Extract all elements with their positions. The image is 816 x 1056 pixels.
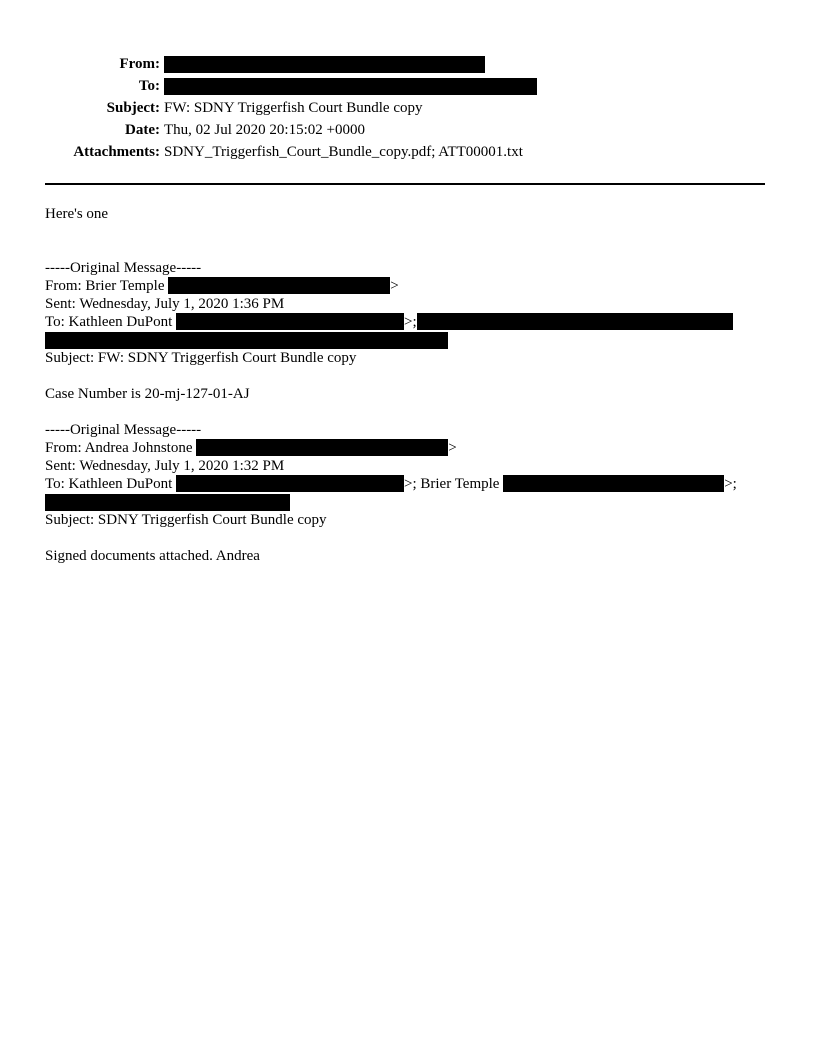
closing-line: Signed documents attached. Andrea bbox=[45, 548, 260, 564]
msg1-sent-line: Sent: Wednesday, July 1, 2020 1:36 PM bbox=[45, 296, 285, 312]
msg2-from-name: From: Andrea Johnstone bbox=[45, 440, 193, 456]
date-row bbox=[0, 119, 816, 141]
to-value bbox=[164, 75, 537, 97]
msg2-to-line bbox=[45, 475, 775, 493]
msg2-to-continuation bbox=[45, 493, 775, 511]
msg2-sent-line: Sent: Wednesday, July 1, 2020 1:32 PM bbox=[45, 458, 285, 474]
subject-row bbox=[0, 97, 816, 119]
redaction-block bbox=[164, 78, 537, 95]
from-row bbox=[0, 53, 816, 75]
msg2-from-suffix: > bbox=[448, 440, 457, 456]
header-divider bbox=[45, 183, 765, 185]
redaction-block bbox=[503, 475, 724, 492]
redaction-block bbox=[164, 56, 485, 73]
attachments-value: SDNY_Triggerfish_Court_Bundle_copy.pdf; ATT00001.txt bbox=[164, 144, 523, 160]
msg1-from-name: From: Brier Temple bbox=[45, 278, 165, 294]
attachments-label: Attachments: bbox=[73, 144, 160, 160]
subject-value: FW: SDNY Triggerfish Court Bundle copy bbox=[164, 100, 423, 116]
case-number-line: Case Number is 20-mj-127-01-AJ bbox=[45, 386, 250, 402]
msg1-to-line bbox=[45, 313, 775, 331]
date-label: Date: bbox=[125, 122, 160, 138]
redaction-block bbox=[176, 475, 404, 492]
msg1-from-suffix: > bbox=[390, 278, 399, 294]
from-value bbox=[164, 53, 485, 75]
original-message-separator: -----Original Message----- bbox=[45, 422, 202, 438]
msg2-to-end: >; bbox=[724, 476, 737, 492]
msg1-subject-line: Subject: FW: SDNY Triggerfish Court Bundle copy bbox=[45, 350, 357, 366]
redaction-block bbox=[196, 439, 448, 456]
to-label: To: bbox=[138, 78, 160, 94]
original-message-separator: -----Original Message----- bbox=[45, 260, 202, 276]
redaction-block bbox=[168, 277, 390, 294]
msg1-to-name: To: Kathleen DuPont bbox=[45, 314, 173, 330]
email-body bbox=[45, 205, 775, 565]
redaction-block bbox=[417, 313, 733, 330]
msg2-to-mid: >; Brier Temple bbox=[404, 476, 500, 492]
email-header bbox=[0, 53, 816, 163]
redaction-block bbox=[45, 494, 290, 511]
msg2-from-line bbox=[45, 439, 775, 457]
to-row bbox=[0, 75, 816, 97]
redaction-block bbox=[176, 313, 404, 330]
msg2-subject-line: Subject: SDNY Triggerfish Court Bundle copy bbox=[45, 512, 327, 528]
msg2-to-name: To: Kathleen DuPont bbox=[45, 476, 173, 492]
date-value: Thu, 02 Jul 2020 20:15:02 +0000 bbox=[164, 122, 365, 138]
subject-label: Subject: bbox=[106, 100, 160, 116]
greeting: Here's one bbox=[45, 206, 109, 222]
from-label: From: bbox=[119, 56, 160, 72]
attachments-row bbox=[0, 141, 816, 163]
msg1-to-continuation bbox=[45, 331, 775, 349]
redaction-block bbox=[45, 332, 448, 349]
msg1-to-sep: >; bbox=[404, 314, 417, 330]
msg1-from-line bbox=[45, 277, 775, 295]
